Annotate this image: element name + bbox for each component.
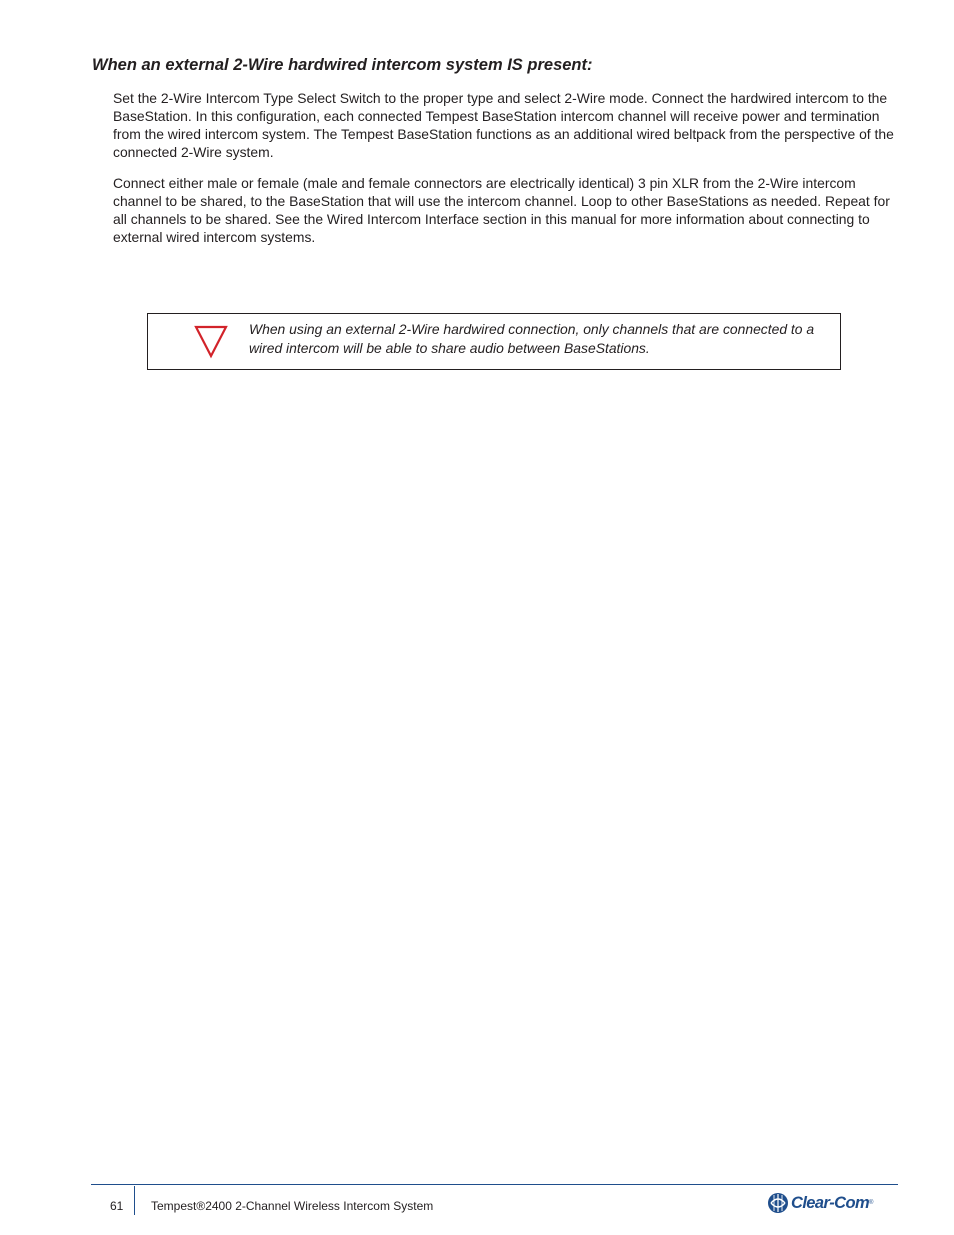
note-box	[147, 313, 841, 370]
paragraph-2wire-setup: Set the 2-Wire Intercom Type Select Switch to the proper type and select 2-Wire mode. Connect the hardwired intercom to the BaseStation. In this configuration, each connected Tempest BaseStation intercom channel will receive power and termination from the wired intercom system. The Tempest BaseStation functions as an additional wired beltpack from the perspective of the connected 2-Wire system.	[113, 90, 894, 160]
logo-registered-mark: ®	[869, 1200, 874, 1206]
footer-divider	[134, 1186, 135, 1215]
page-number: 61	[110, 1199, 124, 1213]
footer-title: Tempest®2400 2-Channel Wireless Intercom System	[151, 1199, 434, 1213]
clear-com-logo-icon	[767, 1192, 789, 1214]
section-heading: When an external 2-Wire hardwired intercom system IS present:	[92, 56, 593, 74]
warning-triangle-icon	[194, 325, 228, 359]
footer-rule	[91, 1184, 898, 1185]
logo-text: Clear-Com	[791, 1193, 870, 1212]
paragraph-xlr-connection: Connect either male or female (male and female connectors are electrically identical) 3 pin XLR from the 2-Wire intercom channel to be shared, to the BaseStation that will use the intercom channel. Loop to other BaseStations as needed. Repeat for all channels to be shared. See the Wired Intercom Interface section in this manual for more information about connecting to external wired intercom systems.	[113, 175, 890, 245]
note-text: When using an external 2-Wire hardwired connection, only channels that are connected to a wired intercom will be able to share audio between BaseStations.	[249, 321, 815, 356]
clear-com-logo	[767, 1190, 877, 1216]
